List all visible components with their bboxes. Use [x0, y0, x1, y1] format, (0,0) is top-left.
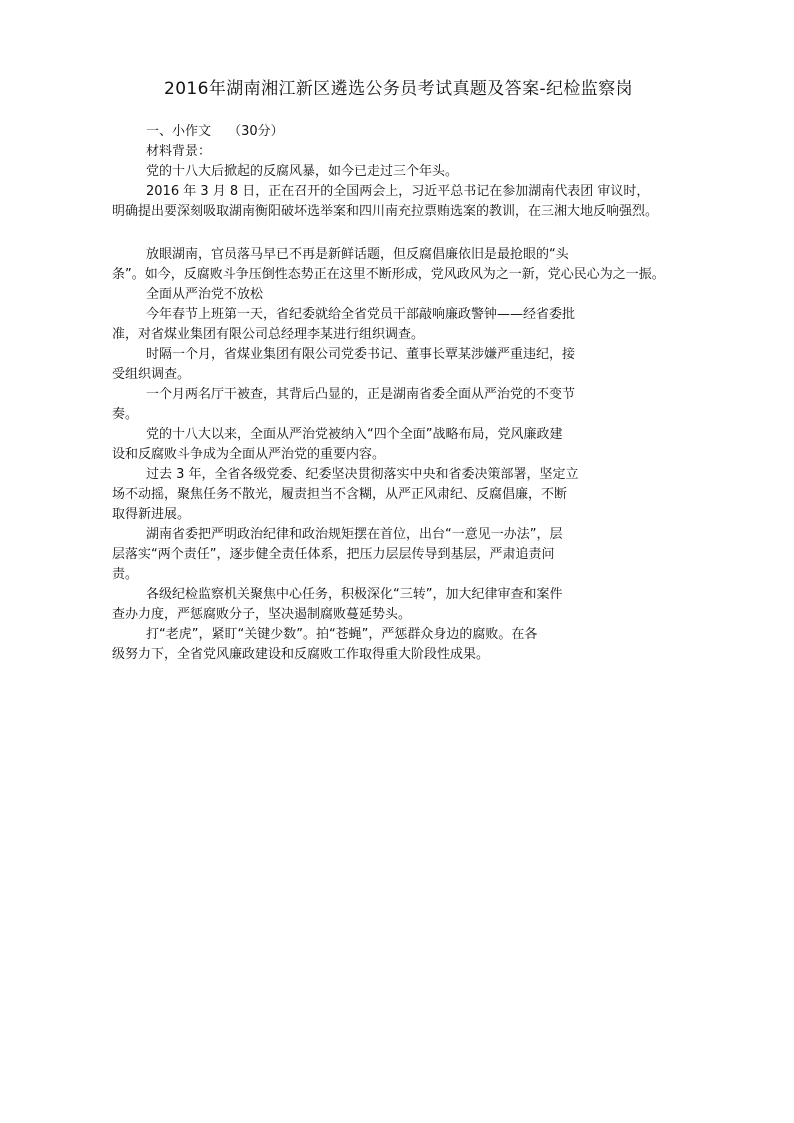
paragraph-line: 湖南省委把严明政治纪律和政治规矩摆在首位，出台“一意见一办法”，层 [146, 527, 563, 542]
paragraph-line: 党的十八大后掀起的反腐风暴，如今已走过三个年头。 [146, 164, 459, 179]
paragraph-line: 放眼湖南，官员落马早已不再是新鲜话题，但反腐倡廉依旧是最抢眼的“头 [146, 247, 569, 262]
paragraph-line: 一个月两名厅干被查，其背后凸显的，正是湖南省委全面从严治党的不变节 [146, 387, 576, 402]
paragraph-line: 查办力度，严惩腐败分子，坚决遏制腐败蔓延势头。 [112, 607, 412, 622]
paragraph-line: 过去 3 年，全省各级党委、纪委坚决贯彻落实中央和省委决策部署，坚定立 [146, 467, 579, 482]
paragraph-line: 今年春节上班第一天，省纪委就给全省党员干部敲响廉政警钟——经省委批 [146, 307, 576, 322]
paragraph-line: 责。 [112, 567, 139, 582]
paragraph-gap [112, 222, 732, 245]
material-label: 材料背景： [146, 144, 212, 159]
paragraph-line: 取得新进展。 [112, 507, 191, 522]
document-title: 2016年湖南湘江新区遴选公务员考试真题及答案-纪检监察岗 [164, 79, 633, 99]
paragraph-line: 奏。 [112, 407, 139, 422]
paragraph-line: 时隔一个月，省煤业集团有限公司党委书记、董事长覃某涉嫌严重违纪，接 [146, 347, 576, 362]
paragraph-line: 条”。如今，反腐败斗争压倒性态势正在这里不断形成，党风政风为之一新，党心民心为之一振。 [112, 267, 665, 282]
paragraph-line: 级努力下，全省党风廉政建设和反腐败工作取得重大阶段性成果。 [112, 647, 490, 662]
paragraph-line: 2016 年 3 月 8 日，正在召开的全国两会上，习近平总书记在参加湖南代表团 审议时， [146, 184, 650, 199]
document-body [112, 122, 732, 665]
section-heading: 一、小作文 （30分） [146, 124, 284, 139]
paragraph-line: 明确提出要深刻吸取湖南衡阳破坏选举案和四川南充拉票贿选案的教训，在三湘大地反响强烈。 [112, 204, 659, 219]
paragraph-line: 打“老虎”，紧盯“关键少数”。拍“苍蝇”，严惩群众身边的腐败。在各 [146, 627, 538, 642]
paragraph-line: 层落实“两个责任”，逐步健全责任体系，把压力层层传导到基层，严肃追责问 [112, 547, 555, 562]
paragraph-line: 准，对省煤业集团有限公司总经理李某进行组织调查。 [112, 327, 425, 342]
paragraph-line: 各级纪检监察机关聚焦中心任务，积极深化“三转”，加大纪律审查和案件 [146, 587, 563, 602]
subheading-line: 全面从严治党不放松 [146, 287, 264, 302]
paragraph-line: 设和反腐败斗争成为全面从严治党的重要内容。 [112, 447, 386, 462]
paragraph-line: 受组织调查。 [112, 367, 191, 382]
paragraph-line: 党的十八大以来，全面从严治党被纳入“四个全面”战略布局，党风廉政建 [146, 427, 563, 442]
paragraph-line: 场不动摇，聚焦任务不散光，履责担当不含糊，从严正风肃纪、反腐倡廉，不断 [112, 487, 568, 502]
